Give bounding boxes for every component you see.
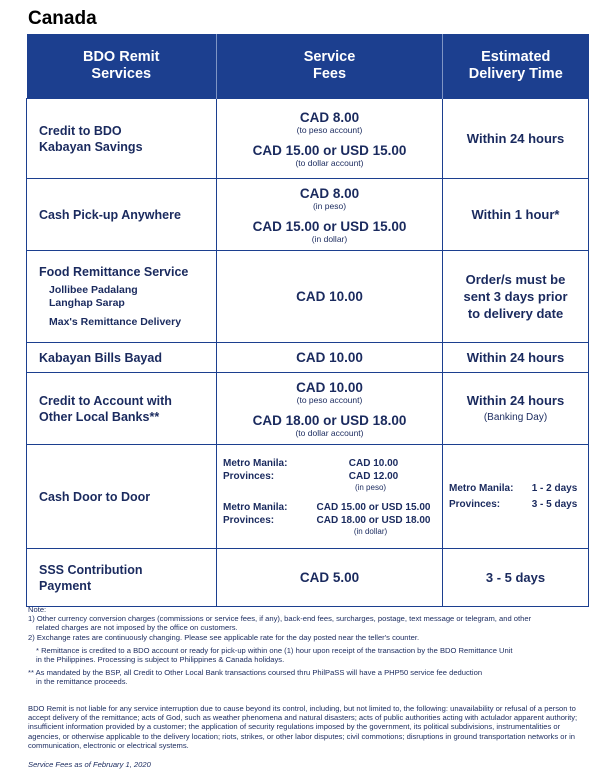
notes: Note: 1) Other currency conversion charges (commissions or service fees, if any), back-end fees, surcharges, postage, text message or telegram, and other related charges are not imposed by the office on customers. 2) Exchange rates are continuously changing. Please see applicable rate for the day posted near the teller's counter. * Remittance is credited to a BDO account or ready for pick-up within one (1) hour upon receipt of the transaction by the BDO Remittance Unit in the Philippines. Processing is subject to Philippines & Canada holidays. ** As mandated by the BSP, all Credit to Other Local Bank transactions coursed thru PhilPaSS will have a PHP50 service fee deduction in the remittance proceeds.: [28, 605, 532, 687]
header-delivery: Estimated Delivery Time: [443, 34, 589, 99]
delivery-food: Order/s must be sent 3 days prior to delivery date: [443, 251, 589, 343]
fee-pickup: CAD 8.00 (in peso) CAD 15.00 or USD 15.00 (in dollar): [217, 179, 443, 251]
service-pickup: Cash Pick-up Anywhere: [27, 179, 217, 251]
delivery-bills: Within 24 hours: [443, 343, 589, 373]
header-row: [27, 34, 589, 99]
fee-bills: CAD 10.00: [217, 343, 443, 373]
table-row: [27, 343, 589, 373]
fee-food: CAD 10.00: [217, 251, 443, 343]
sub-max: Max's Remittance Delivery: [49, 316, 182, 328]
service-kabayan: Credit to BDO Kabayan Savings: [27, 99, 217, 179]
fee-sss: CAD 5.00: [217, 549, 443, 607]
service-food: Food Remittance Service Jollibee Padalang Langhap Sarap Max's Remittance Delivery: [27, 251, 217, 343]
table-row: [27, 179, 589, 251]
header-services: BDO Remit Services: [27, 34, 217, 99]
fee-door: Metro Manila: CAD 10.00 Provinces: CAD 12.00 (in peso) Metro Manila: CAD 15.00 or USD 15.00 Provinces: CAD 18.00 or USD 18.00 (in dollar): [217, 445, 443, 549]
table-row: [27, 549, 589, 607]
delivery-other-banks: Within 24 hours (Banking Day): [443, 373, 589, 445]
table-row: [27, 445, 589, 549]
delivery-pickup: Within 1 hour*: [443, 179, 589, 251]
service-bills: Kabayan Bills Bayad: [27, 343, 217, 373]
delivery-sss: 3 - 5 days: [443, 549, 589, 607]
table-row: [27, 251, 589, 343]
table-row: [27, 99, 589, 179]
sub-jollibee: Jollibee Padalang Langhap Sarap: [49, 284, 138, 309]
delivery-door: Metro Manila: 1 - 2 days Provinces: 3 - 5 days: [443, 445, 589, 549]
header-fees: Service Fees: [217, 34, 443, 99]
table-row: [27, 373, 589, 445]
service-sss: SSS Contribution Payment: [27, 549, 217, 607]
service-door: Cash Door to Door: [27, 445, 217, 549]
service-other-banks: Credit to Account with Other Local Banks**: [27, 373, 217, 445]
country-title: Canada: [28, 8, 97, 29]
disclaimer: BDO Remit is not liable for any service interruption due to cause beyond its control, including, but not limited to, the following: unavailability or refusal of a person to accept delivery of the remittance; acts of God, such as weather phenomena and natural disasters; acts of public authorities acting with actulador apparent authority; insufficient information provided by a customer; the application of security regulations imposed by the government, its political subdivisions, instrumentalities or agencies, or otherwise applicable to the delivery location; riots, strikes, or other labor disputes; civil commotions; disruptions in ground transportation networks or in communication, electronic or electrical systems.: [28, 704, 578, 750]
fees-table: [26, 34, 589, 607]
as-of-date: Service Fees as of February 1, 2020: [28, 760, 151, 769]
delivery-kabayan: Within 24 hours: [443, 99, 589, 179]
fee-other-banks: CAD 10.00 (to peso account) CAD 18.00 or USD 18.00 (to dollar account): [217, 373, 443, 445]
fee-kabayan: CAD 8.00 (to peso account) CAD 15.00 or USD 15.00 (to dollar account): [217, 99, 443, 179]
